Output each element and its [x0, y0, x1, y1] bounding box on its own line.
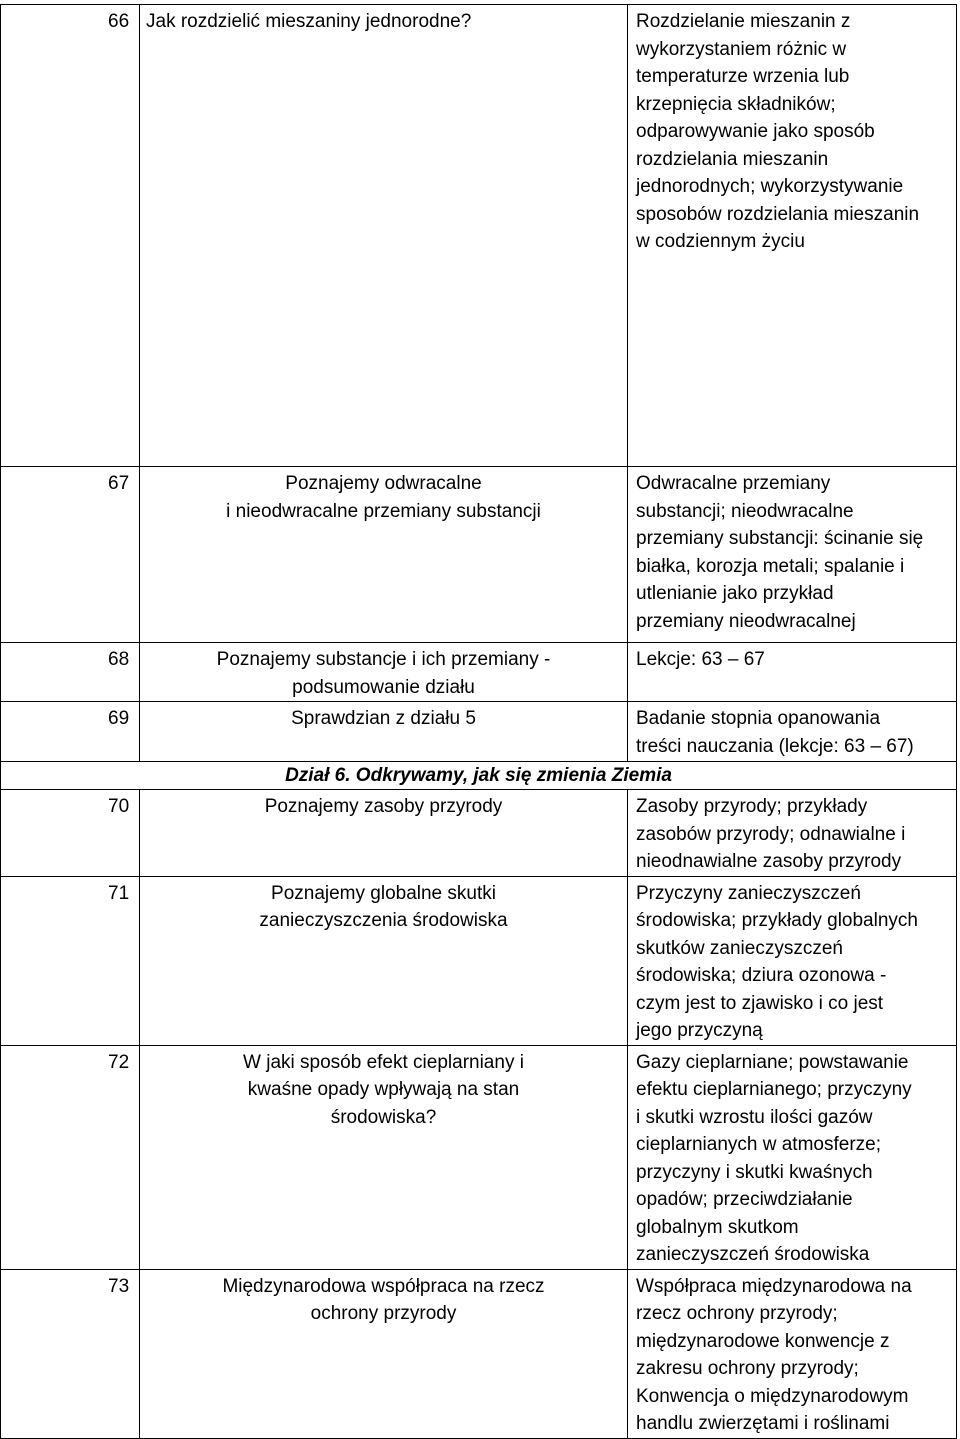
- lesson-number-text: 67: [108, 473, 130, 494]
- table-row: [1, 1045, 957, 1269]
- lesson-number: [1, 467, 140, 643]
- lesson-content-text: Przyczyny zanieczyszczeń środowiska; przykłady globalnych skutków zanieczyszczeń środowiska; dziura ozonowa - czym jest to zjawisko i co jest jego przyczyną: [636, 882, 918, 1041]
- lesson-content: [628, 643, 957, 702]
- lesson-number-text: 66: [108, 11, 130, 32]
- lesson-topic: [140, 702, 628, 762]
- table-row: [1, 467, 957, 643]
- lesson-number: [1, 1045, 140, 1269]
- lesson-number: [1, 5, 140, 467]
- lesson-topic-text: Sprawdzian z działu 5: [291, 708, 476, 729]
- lesson-topic-text: Jak rozdzielić mieszaniny jednorodne?: [146, 11, 472, 32]
- lesson-content: [628, 5, 957, 467]
- lesson-number: [1, 702, 140, 762]
- lesson-number: [1, 790, 140, 877]
- lesson-number: [1, 1269, 140, 1438]
- table-row: [1, 5, 957, 467]
- lesson-topic-text: Poznajemy substancje i ich przemiany - podsumowanie działu: [216, 649, 551, 698]
- lesson-number-text: 73: [108, 1275, 130, 1297]
- lesson-plan-table: [0, 4, 957, 1439]
- table-row: [1, 1269, 957, 1438]
- lesson-topic: [140, 876, 628, 1045]
- table-row: [1, 876, 957, 1045]
- table-row: [1, 643, 957, 702]
- lesson-number-text: 72: [108, 1051, 130, 1073]
- lesson-topic: [140, 467, 628, 643]
- lesson-topic-text: Poznajemy globalne skutki zanieczyszczenia środowiska: [259, 882, 508, 931]
- lesson-content: [628, 876, 957, 1045]
- lesson-topic: [140, 5, 628, 467]
- table-row: [1, 790, 957, 877]
- lesson-number-text: 70: [108, 796, 130, 817]
- lesson-topic-text: W jaki sposób efekt cieplarniany i kwaśne opady wpływają na stan środowiska?: [243, 1051, 524, 1128]
- lesson-content-text: Lekcje: 63 – 67: [636, 649, 765, 670]
- lesson-content: [628, 702, 957, 762]
- lesson-content-text: Badanie stopnia opanowania treści nauczania (lekcje: 63 – 67): [636, 708, 914, 757]
- lesson-number-text: 71: [108, 882, 130, 904]
- lesson-content: [628, 467, 957, 643]
- lesson-content-text: Odwracalne przemiany substancji; nieodwracalne przemiany substancji: ścinanie się białka, korozja metali; spalanie i utlenianie jako przykład przemiany nieodwracalnej: [636, 473, 924, 632]
- lesson-topic: [140, 1045, 628, 1269]
- lesson-content-text: Współpraca międzynarodowa na rzecz ochrony przyrody; międzynarodowe konwencje z zakresu ochrony przyrody; Konwencja o międzynarodowym handlu zwierzętami i roślinami: [636, 1275, 912, 1434]
- lesson-topic: [140, 790, 628, 877]
- lesson-topic-text: Poznajemy odwracalne i nieodwracalne przemiany substancji: [226, 473, 541, 522]
- lesson-content-text: Rozdzielanie mieszanin z wykorzystaniem różnic w temperaturze wrzenia lub krzepnięcia składników; odparowywanie jako sposób rozdzielania mieszanin jednorodnych; wykorzystywanie sposobów rozdzielania mieszanin w codziennym życiu: [636, 11, 920, 252]
- lesson-topic-text: Poznajemy zasoby przyrody: [264, 796, 503, 817]
- lesson-topic-text: Międzynarodowa współpraca na rzecz ochrony przyrody: [222, 1275, 545, 1324]
- lesson-content: [628, 790, 957, 877]
- lesson-number: [1, 876, 140, 1045]
- lesson-content: [628, 1269, 957, 1438]
- lesson-number-text: 69: [108, 708, 130, 729]
- lesson-number: [1, 643, 140, 702]
- lesson-content-text: Zasoby przyrody; przykłady zasobów przyrody; odnawialne i nieodnawialne zasoby przyrody: [636, 796, 906, 872]
- section-heading-text: Dział 6. Odkrywamy, jak się zmienia Ziemia: [285, 765, 672, 786]
- lesson-number-text: 68: [108, 649, 130, 670]
- lesson-topic: [140, 643, 628, 702]
- lesson-content: [628, 1045, 957, 1269]
- section-heading: [1, 762, 957, 790]
- table-row: [1, 702, 957, 762]
- section-row: [1, 762, 957, 790]
- lesson-content-text: Gazy cieplarniane; powstawanie efektu cieplarnianego; przyczyny i skutki wzrostu ilości gazów cieplarnianych w atmosferze; przyczyny i skutki kwaśnych opadów; przeciwdziałanie globalnym skutkom zanieczyszczeń środowiska: [636, 1051, 912, 1265]
- lesson-topic: [140, 1269, 628, 1438]
